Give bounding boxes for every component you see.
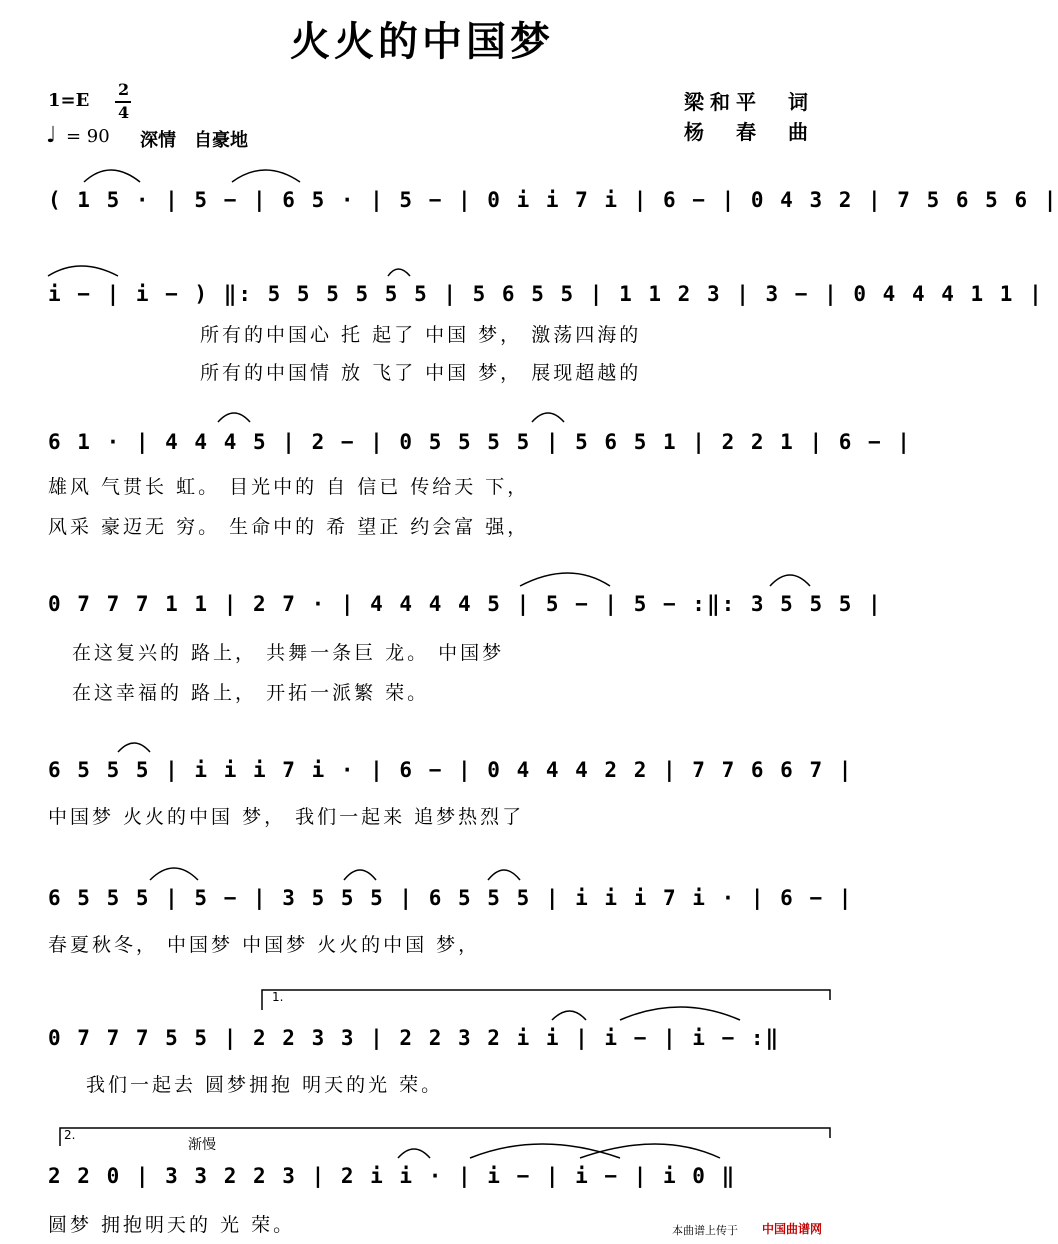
lyrics-system-2-verse-1: 所有的中国心 托 起了 中国 梦， 激荡四海的 bbox=[200, 324, 642, 346]
lyrics-system-3-verse-1: 雄风 气贯长 虹。 目光中的 自 信已 传给天 下， bbox=[48, 476, 530, 498]
score-system-8-notes: 2 2 0 | 3 3 2 2 3 | 2 i i · | i − | i − | i 0 ‖ bbox=[48, 1164, 737, 1188]
tempo-change-marking: 渐慢 bbox=[188, 1137, 216, 1153]
score-system-1-notes: ( 1 5 · | 5 − | 6 5 · | 5 − | 0 i i 7 i | 6 − | 0 4 3 2 | 7 5 6 5 6 | bbox=[48, 188, 1058, 212]
time-signature-bottom: 4 bbox=[118, 103, 130, 122]
quarter-note-icon: ♩ bbox=[46, 122, 57, 148]
score-system-4-notes: 0 7 7 7 1 1 | 2 7 · | 4 4 4 4 5 | 5 − | 5 − :‖: 3 5 5 5 | bbox=[48, 592, 883, 616]
volta-2-label: 2. bbox=[64, 1128, 76, 1142]
score-system-2-notes: i − | i − ) ‖: 5 5 5 5 5 5 | 5 6 5 5 | 1 1 2 3 | 3 − | 0 4 4 4 1 1 | bbox=[48, 282, 1044, 306]
tempo-marking: = 90 bbox=[66, 126, 110, 147]
lyrics-system-6: 春夏秋冬， 中国梦 中国梦 火火的中国 梦， bbox=[48, 934, 481, 956]
score-system-7-notes: 0 7 7 7 5 5 | 2 2 3 3 | 2 2 3 2 i i | i − | i − :‖ bbox=[48, 1026, 781, 1050]
lyrics-system-2-verse-2: 所有的中国情 放 飞了 中国 梦， 展现超越的 bbox=[200, 362, 642, 384]
lyricist-credit: 梁和平 词 bbox=[684, 90, 814, 114]
expression-marking: 深情 自豪地 bbox=[140, 130, 248, 151]
site-logo: 中国曲谱网 bbox=[762, 1222, 823, 1236]
lyrics-system-8: 圆梦 拥抱明天的 光 荣。 bbox=[48, 1214, 296, 1236]
score-system-5-notes: 6 5 5 5 | i i i 7 i · | 6 − | 0 4 4 4 2 2 | 7 7 6 6 7 | bbox=[48, 758, 854, 782]
composer-credit: 杨 春 曲 bbox=[684, 120, 814, 144]
lyrics-system-4-verse-1: 在这复兴的 路上， 共舞一条巨 龙。 中国梦 bbox=[72, 642, 505, 664]
key-signature: 1=E bbox=[48, 90, 90, 111]
upload-note: 本曲谱上传于 bbox=[672, 1224, 738, 1237]
lyrics-system-4-verse-2: 在这幸福的 路上， 开拓一派繁 荣。 bbox=[72, 682, 430, 704]
score-system-3-notes: 6 1 · | 4 4 4 5 | 2 − | 0 5 5 5 5 | 5 6 5 1 | 2 2 1 | 6 − | bbox=[48, 430, 912, 454]
volta-1-label: 1. bbox=[272, 990, 284, 1004]
lyrics-system-5: 中国梦 火火的中国 梦， 我们一起来 追梦热烈了 bbox=[48, 806, 525, 828]
lyrics-system-3-verse-2: 风采 豪迈无 穷。 生命中的 希 望正 约会富 强， bbox=[48, 516, 530, 538]
score-system-6-notes: 6 5 5 5 | 5 − | 3 5 5 5 | 6 5 5 5 | i i i 7 i · | 6 − | bbox=[48, 886, 854, 910]
time-signature-top: 2 bbox=[118, 80, 130, 99]
lyrics-system-7: 我们一起去 圆梦拥抱 明天的光 荣。 bbox=[86, 1074, 444, 1096]
song-title: 火火的中国梦 bbox=[290, 19, 554, 65]
